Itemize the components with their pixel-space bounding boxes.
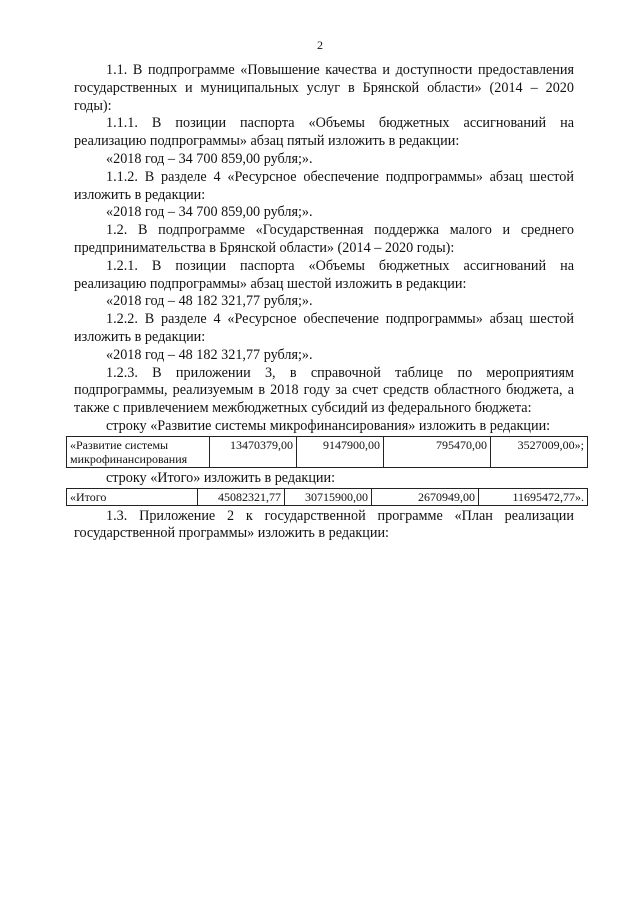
paragraph-1-2: 1.2. В подпрограмме «Государственная поддержка малого и среднего предпринимательства в Брянской области» (2014 – 2020 годы): (74, 222, 574, 256)
table-cell: 13470379,00 (210, 436, 297, 467)
paragraph-1-2-1: 1.2.1. В позиции паспорта «Объемы бюджетных ассигнований на реализацию подпрограммы» абзац шестой изложить в редакции: (74, 257, 574, 292)
document-body (70, 62, 584, 543)
total-table (66, 488, 588, 506)
table-cell-label: «Развитие системы микрофинансирования (67, 436, 210, 467)
paragraph-1-1: 1.1. В подпрограмме «Повышение качества и доступности предоставления государственных и муниципальных услуг в Брянской области» (2014 – 2020 годы): (74, 62, 574, 114)
page-number: 2 (317, 38, 323, 52)
paragraph-1-1-2: 1.1.2. В разделе 4 «Ресурсное обеспечение подпрограммы» абзац шестой изложить в редакции: (74, 168, 574, 203)
table-cell: 45082321,77 (198, 488, 285, 505)
quote-2018-1: «2018 год – 34 700 859,00 рубля;». (106, 150, 313, 167)
paragraph-row-total: строку «Итого» изложить в редакции: (106, 469, 336, 486)
quote-2018-3: «2018 год – 48 182 321,77 рубля;». (106, 293, 313, 310)
table-row (67, 488, 588, 505)
paragraph-1-3: 1.3. Приложение 2 к государственной программе «План реализации государственной программы» изложить в редакции: (74, 507, 574, 542)
table-row (67, 436, 588, 467)
table-cell: 3527009,00»; (491, 436, 588, 467)
paragraph-1-2-3: 1.2.3. В приложении 3, в справочной таблице по мероприятиям подпрограммы, реализуемым в 2018 году за счет средств областного бюджета, а также с привлечением межбюджетных субсидий из федерального бюджета: (74, 364, 574, 417)
table-cell-label: «Итого (67, 488, 198, 505)
quote-2018-2: «2018 год – 34 700 859,00 рубля;». (106, 204, 313, 221)
quote-2018-4: «2018 год – 48 182 321,77 рубля;». (106, 346, 313, 363)
table-cell: 795470,00 (384, 436, 491, 467)
table-cell: 11695472,77». (479, 488, 588, 505)
table-cell: 30715900,00 (285, 488, 372, 505)
table-cell: 2670949,00 (372, 488, 479, 505)
table-cell: 9147900,00 (297, 436, 384, 467)
paragraph-1-2-2: 1.2.2. В разделе 4 «Ресурсное обеспечение подпрограммы» абзац шестой изложить в редакции: (74, 311, 574, 345)
microfinance-table (66, 436, 588, 468)
paragraph-1-1-1: 1.1.1. В позиции паспорта «Объемы бюджетных ассигнований на реализацию подпрограммы» абзац пятый изложить в редакции: (74, 115, 574, 150)
paragraph-row-microfinance: строку «Развитие системы микрофинансирования» изложить в редакции: (106, 417, 551, 434)
